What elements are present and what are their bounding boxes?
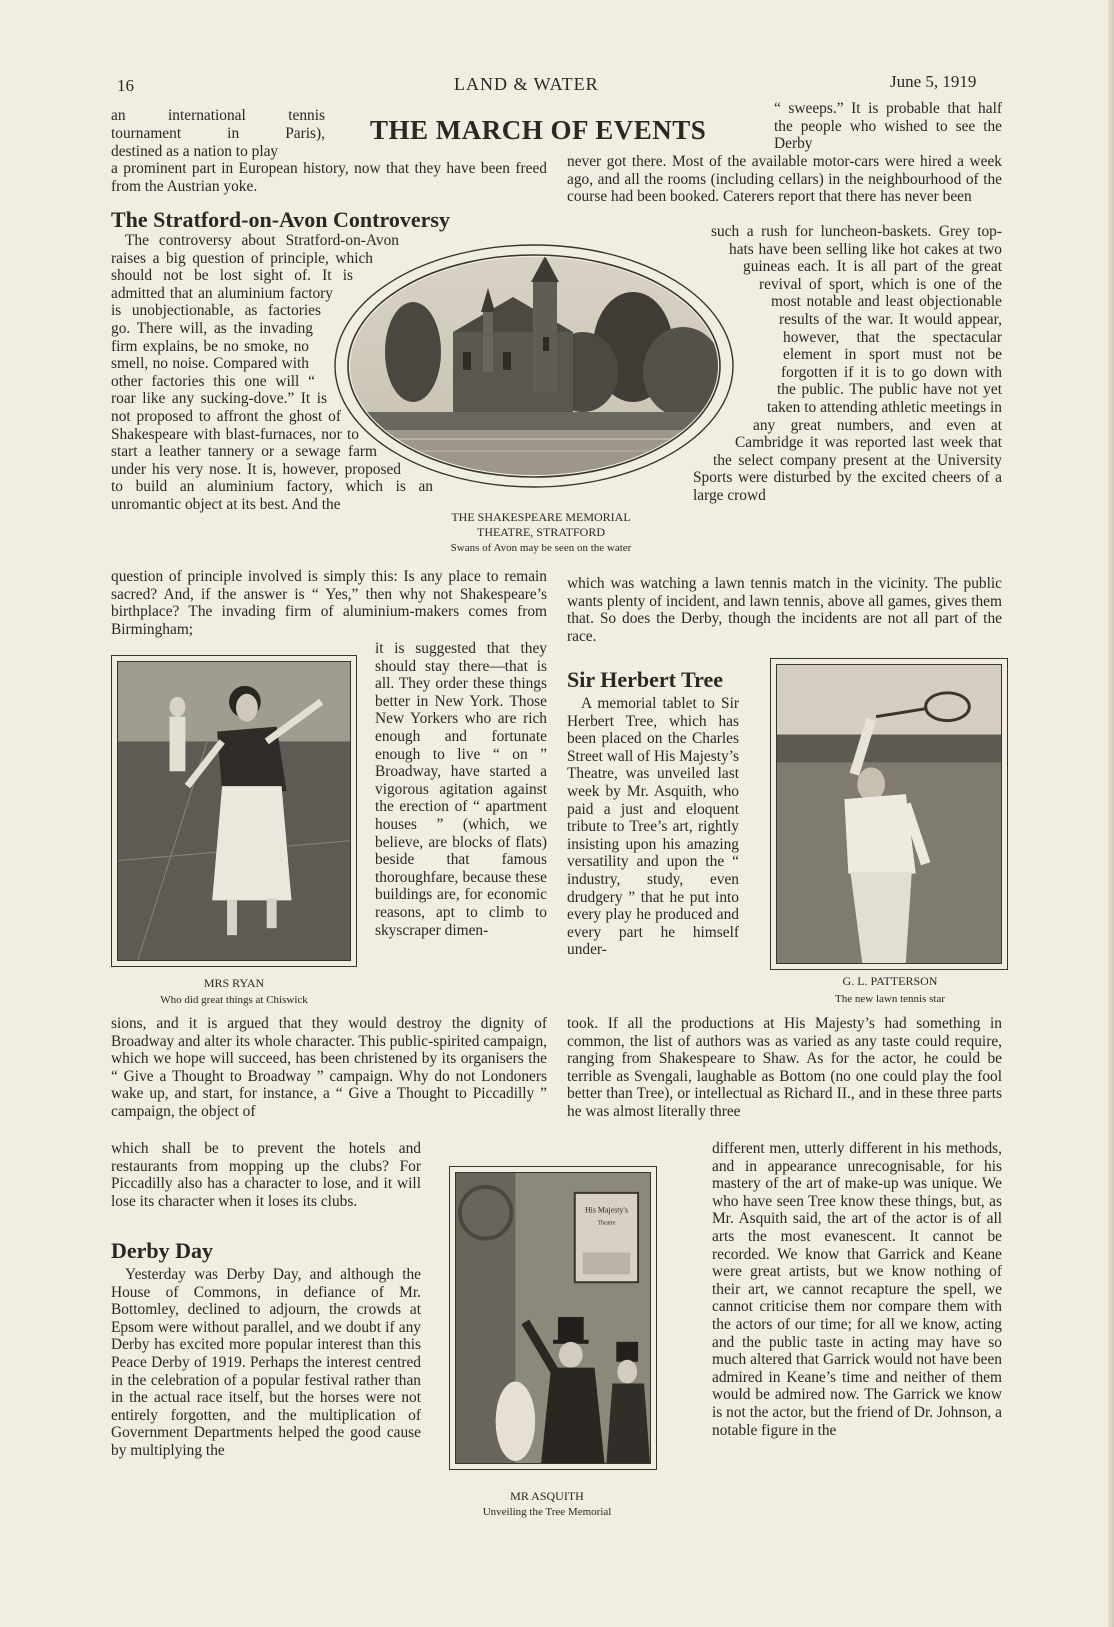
issue-date: June 5, 1919 [890, 72, 977, 91]
derby-continued-paragraph-2: never got there. Most of the available motor-cars were hired a week ago, and all the rooms (including cellars) in the neighbourhood of the course had been booked. Caterers report that there has never been [567, 153, 1002, 206]
theatre-photo [333, 242, 735, 490]
poster-line-1: His Majesty's [584, 1205, 628, 1215]
main-title: THE MARCH OF EVENTS [370, 115, 707, 145]
intro-continuation: a prominent part in European history, now that they have been freed from the Austrian yoke. [111, 160, 547, 195]
intro-line-1: an international tennis [111, 107, 325, 124]
theatre-caption-title: THE SHAKESPEARE MEMORIAL THEATRE, STRATFORD [451, 510, 631, 539]
right-wrap-block [693, 223, 1002, 575]
tree-heading: Sir Herbert Tree [567, 667, 723, 692]
theatre-caption-sub: Swans of Avon may be seen on the water [450, 542, 632, 554]
mrs-ryan-caption-title: MRS RYAN [203, 976, 265, 990]
mr-asquith-photo [449, 1166, 657, 1470]
stratford-paragraph-3: it is suggested that they should stay there—that is all. They order these things better in New York. Those New Yorkers who are rich enough and fortunate enough to live “ on ” Broadway, have started a vigorous agitation against the erection of “ apartment houses ” (which, we believe, are blocks of flats) beside that famous thoroughfare, because these buildings are, for economic reasons, apt to climb to skyscraper dimen- [375, 640, 547, 939]
patterson-caption-title: G. L. PATTERSON [842, 974, 938, 988]
derby-paragraph: Yesterday was Derby Day, and although the House of Commons, in defiance of Mr. Bottomley, declined to adjourn, the crowds at Epsom were without parallel, and we doubt if any Derby has excited more popular interest than this Peace Derby of 1919. Perhaps the interest centred in the celebration of a popular festival rather than in the actual race itself, but the horses were not entirely forgotten, and the multiplication of Government Departments helped the good cause by multiplying the [111, 1266, 421, 1459]
stratford-heading: The Stratford-on-Avon Controversy [111, 207, 450, 232]
mr-asquith-caption-sub: Unveiling the Tree Memorial [482, 1506, 612, 1518]
derby-heading: Derby Day [111, 1238, 214, 1263]
tree-paragraph-2: took. If all the productions at His Majesty’s had something in common, the list of authors was as varied as any taste could require, ranging from Shakespeare to Shaw. As for the actor, he could be terrible as Svengali, laughable as Bottom (no one could play the fool better than Tree), or intellectual as Richard II., and in these three parts he was almost literally three [567, 1015, 1002, 1120]
poster-line-2: Theatre [597, 1220, 616, 1227]
tree-paragraph-1: A memorial tablet to Sir Herbert Tree, which has been placed on the Charles Street wall of His Majesty’s Theatre, was unveiled last week by Mr. Asquith, who paid a just and eloquent tribute to Tree’s art, rightly insisting upon his amazing versatility and upon the “ industry, study, even drudgery ” that he put into every play he produced and every part he himself under- [567, 695, 739, 959]
stratford-paragraph-2: question of principle involved is simply this: Is any place to remain sacred? And, if the answer is “ Yes,” then why not Shakespeare’s birthplace? The invading firm of aluminium-makers comes from Birmingham; [111, 568, 547, 638]
stratford-paragraph-1: The controversy about Stratford-on-Avon raises a big question of principle, which should not be lost sight of. It is admitted that an aluminium factory is unobjectionable, as factories go. There will, as the invading firm explains, be no smoke, no smell, no noise. Compared with other factories this one will “ roar like any sucking-dove.” It is not proposed to affront the ghost of Shakespeare with blast-furnaces, nor to start a leather tannery or a sewage farm under his very nose. It is, however, proposed to build an aluminium factory, which is an unromantic object at its best. And the [111, 232, 433, 513]
intro-line-2: tournament in Paris), [111, 125, 325, 142]
stratford-paragraph-4: sions, and it is argued that they would destroy the dignity of Broadway and alter its whole character. This public-spirited campaign, which we hope will succeed, has been christened by its organisers the “ Give a Thought to Broadway ” campaign. Why do not Londoners wake up, and start, for instance, a “ Give a Thought to Piccadilly ” campaign, the object of [111, 1015, 547, 1120]
mrs-ryan-caption-sub: Who did great things at Chiswick [160, 994, 308, 1006]
magazine-title: LAND & WATER [454, 74, 599, 94]
patterson-caption-sub: The new lawn tennis star [835, 993, 945, 1005]
derby-continued-paragraph-3: such a rush for luncheon-baskets. Grey top-hats have been selling like hot cakes at two guineas each. It is all part of the great revival of sport, which is one of the most notable and least objectionable results of the war. It would appear, however, that the spectacular element in sport must not be forgotten if it is to go down with the public. The public have not yet taken to attending athletic meetings in any great numbers, and even at Cambridge it was reported last week that the select company present at the University Sports were disturbed by the excited cheers of a large crowd [693, 223, 1002, 504]
derby-continued-paragraph-4: which was watching a lawn tennis match in the vicinity. The public wants plenty of incident, and lawn tennis, above all games, gives them that. So does the Derby, though the incidents are not all part of the race. [567, 575, 1002, 645]
page-edge [1108, 0, 1114, 1627]
mr-asquith-caption-title: MR ASQUITH [510, 1489, 584, 1503]
mrs-ryan-photo [111, 655, 357, 967]
page-number: 16 [117, 76, 134, 95]
tree-paragraph-3: different men, utterly different in his methods, and in appearance unrecognisable, for his mastery of the art of make-up was unique. We who have seen Tree know these things, but, as Mr. Asquith said, the art of the actor is of all arts the most evanescent. It cannot be recorded. We know that Garrick and Keane were great artists, but we know nothing of their art, we cannot recapture the spell, we cannot criticise them nor compare them with the actors of our time; for all we know, acting and the public taste in acting may have so much altered that Garrick would not have been admired in Keane’s time and neither of them would be admired now. The Garrick we know is not the actor, but the friend of Dr. Johnson, a notable figure in the [712, 1140, 1002, 1439]
patterson-photo [770, 658, 1008, 970]
derby-continued-paragraph-1: “ sweeps.” It is probable that half the people who wished to see the Derby [774, 100, 1002, 153]
stratford-paragraph-5: which shall be to prevent the hotels and restaurants from mopping up the clubs? For Piccadilly also has a character to lose, and it will lose its character when it loses its clubs. [111, 1140, 421, 1210]
intro-line-3: destined as a nation to play [111, 143, 279, 160]
